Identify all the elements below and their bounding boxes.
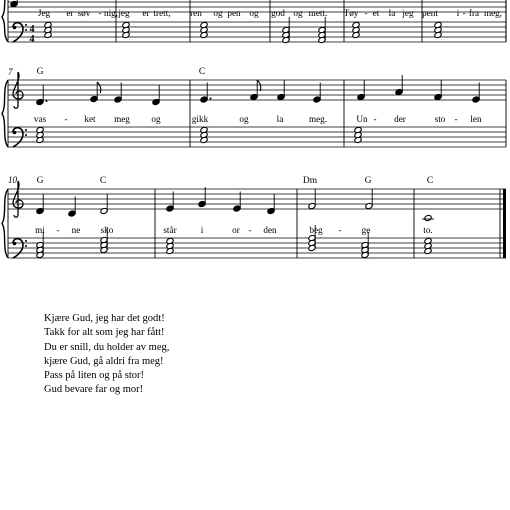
lyric-syllable: og <box>213 8 223 18</box>
lyric-syllable: søv <box>77 8 91 18</box>
verse-line: kjære Gud, gå aldri fra meg! <box>44 355 164 367</box>
bass-clef-dot <box>13 26 17 30</box>
lyric-syllable: sto <box>434 114 446 124</box>
lyric-syllable: der <box>394 114 406 124</box>
verse-text <box>44 312 169 398</box>
lyric-syllable: og <box>293 8 303 18</box>
lyric-syllable: jeg <box>118 8 130 18</box>
lyric-syllable: i <box>456 8 460 18</box>
lyric-syllable: et <box>372 8 380 18</box>
lyric-syllable: den <box>263 225 277 235</box>
lyric-syllable: - <box>373 114 377 124</box>
chord-symbol: C <box>99 176 107 186</box>
time-signature-bottom: 4 <box>29 34 35 45</box>
lyric-syllable: står <box>163 225 177 235</box>
bass-clef-dot <box>25 24 27 26</box>
lyric-syllable: og <box>151 114 161 124</box>
lyric-syllable: - <box>98 8 102 18</box>
lyric-syllable: pen <box>227 8 241 18</box>
note-head <box>424 214 432 221</box>
lyric-syllable: vas <box>33 114 47 124</box>
lyric-syllable: jeg <box>402 8 414 18</box>
lyric-syllable: Un <box>356 114 368 124</box>
bass-clef-dot <box>25 134 27 136</box>
lyric-syllable: ge <box>361 225 371 235</box>
chord-symbol: G <box>36 176 44 186</box>
lyric-syllable: og <box>239 114 249 124</box>
lyric-syllable: pent <box>422 8 438 18</box>
chord-symbol: Dm <box>302 176 318 186</box>
chord-symbol: G <box>364 176 372 186</box>
lyric-syllable: Tøy <box>343 8 359 18</box>
lyric-syllable: ren <box>190 8 202 18</box>
note-dot <box>46 100 48 102</box>
lyric-syllable: - <box>462 8 466 18</box>
lyric-syllable: - <box>56 225 60 235</box>
system-brace <box>2 0 8 42</box>
lyric-syllable: or <box>232 225 240 235</box>
lyric-syllable: len <box>470 114 482 124</box>
lyric-syllable: - <box>64 114 68 124</box>
lyric-syllable: to. <box>423 225 433 235</box>
bass-clef-dot <box>25 240 27 242</box>
final-barline <box>503 189 506 258</box>
lyric-syllable: Jeg <box>37 8 51 18</box>
system-brace <box>2 80 8 147</box>
time-signature-top: 4 <box>29 24 35 35</box>
bass-clef-dot <box>13 242 17 246</box>
lyric-syllable: meg. <box>308 114 328 124</box>
lyric-syllable: trett, <box>153 8 171 18</box>
lyric-syllable: ket <box>84 114 96 124</box>
lyric-syllable: fra <box>468 8 480 18</box>
note-flag <box>257 80 261 91</box>
lyric-syllable: er <box>66 8 74 18</box>
verse-line: Kjære Gud, jeg har det godt! <box>44 313 165 324</box>
lyric-syllable: - <box>248 225 252 235</box>
lyric-syllable: mett. <box>308 8 328 18</box>
lyric-syllable: beg <box>309 225 323 235</box>
chord-symbol: G <box>36 67 44 77</box>
lyric-syllable: i <box>200 225 204 235</box>
measure-number: 7 <box>8 67 13 77</box>
lyric-syllable: sko <box>100 225 114 235</box>
bass-clef-dot <box>25 29 27 31</box>
lyric-syllable: er <box>142 8 150 18</box>
bass-clef-dot <box>13 131 17 135</box>
note-dot <box>210 98 212 100</box>
lyric-syllable: la <box>388 8 396 18</box>
chord-symbol: C <box>198 67 206 77</box>
lyric-syllable: ne <box>71 225 81 235</box>
verse-line: Pass på liten og på stor! <box>44 370 145 382</box>
lyric-syllable: gikk <box>191 114 209 124</box>
lyric-syllable: meg, <box>483 8 503 18</box>
chord-symbol: C <box>426 176 434 186</box>
lyric-syllable: god <box>271 8 285 18</box>
lyric-syllable: meg <box>114 114 130 124</box>
verse-line: Du er snill, du holder av meg, <box>44 341 170 353</box>
measure-number: 10 <box>8 175 17 185</box>
lyric-syllable: - <box>364 8 368 18</box>
bass-clef-dot <box>25 245 27 247</box>
lyric-syllable: mi <box>35 225 45 235</box>
verse-line: Takk for alt som jeg har fått! <box>44 327 165 339</box>
lyric-syllable: og <box>249 8 259 18</box>
lyric-syllable: la <box>276 114 284 124</box>
lyric-syllable: nig, <box>103 8 119 18</box>
system-brace <box>2 189 8 258</box>
bass-clef-dot <box>25 129 27 131</box>
lyric-syllable: - <box>338 225 342 235</box>
lyric-syllable: - <box>454 114 458 124</box>
verse-line: Gud bevare far og mor! <box>44 384 144 396</box>
note-flag <box>97 82 101 93</box>
